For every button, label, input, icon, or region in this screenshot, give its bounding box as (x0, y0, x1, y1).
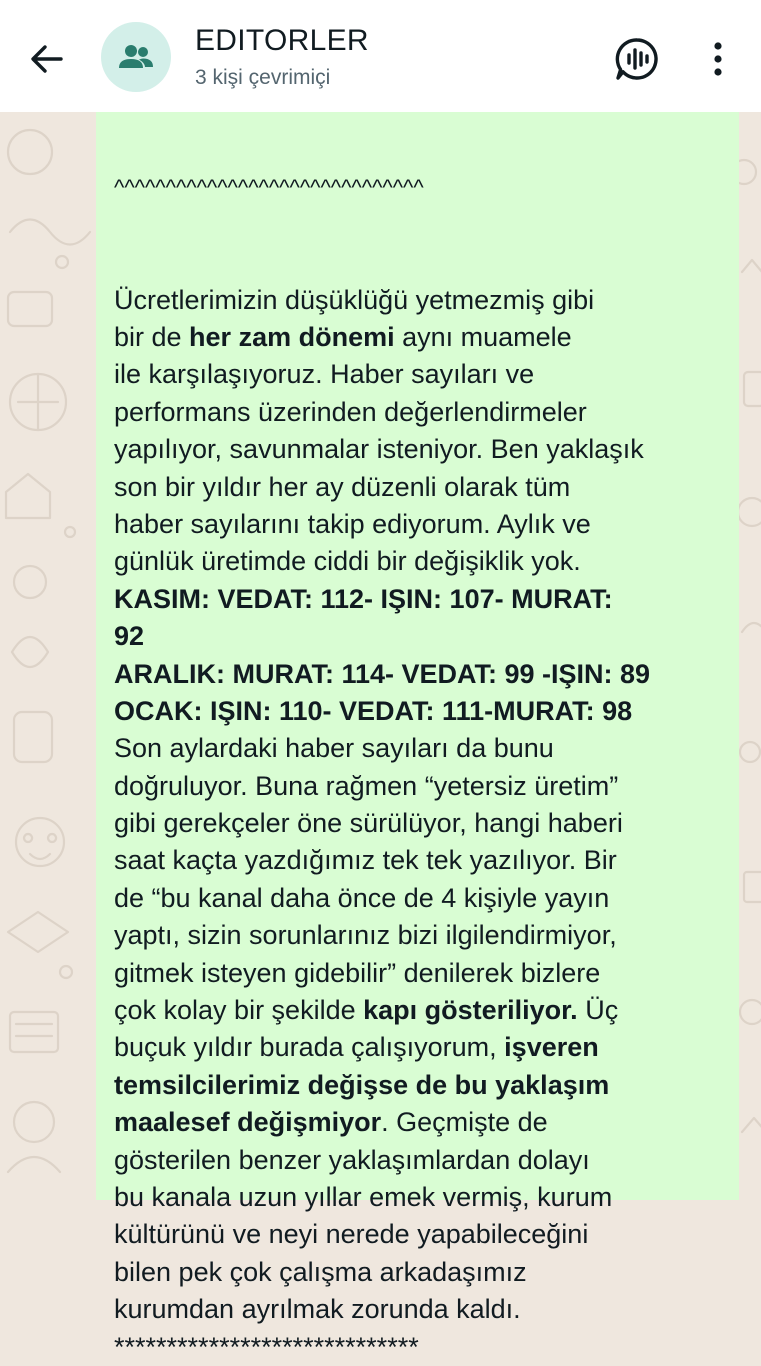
message-line (114, 394, 734, 431)
message-segment: yapılıyor, savunmalar isteniyor. Ben yaklaşık (114, 434, 644, 465)
message-line (114, 955, 734, 992)
message-segment: bilen pek çok çalışma arkadaşımız (114, 1256, 527, 1287)
message-segment: günlük üretimde ciddi bir değişiklik yok. (114, 546, 581, 577)
message-line (114, 917, 734, 954)
message-segment: bu kanala uzun yıllar emek vermiş, kurum (114, 1182, 613, 1212)
message-segment: ile karşılaşıyoruz. Haber sayıları ve (114, 359, 535, 390)
message-bold-segment: kapı gösteriliyor. (363, 995, 578, 1026)
message-segment: saat kaçta yazdığımız tek tek yazılıyor. Bir (114, 845, 617, 876)
message-bold-segment: işveren (504, 1032, 599, 1063)
message-segment: aynı muamele (394, 322, 572, 353)
message-line (114, 656, 734, 693)
message-line (114, 1216, 734, 1253)
message-line (114, 768, 734, 805)
group-avatar[interactable] (101, 22, 171, 92)
message-segment: Üç (577, 995, 619, 1026)
message-line (114, 1291, 734, 1328)
message-line (114, 1254, 734, 1291)
voice-chat-icon (614, 36, 660, 82)
message-line (114, 431, 734, 468)
message-segment: . Geçmişte de (381, 1107, 548, 1138)
message-line (114, 618, 734, 655)
back-button[interactable] (24, 36, 70, 82)
message-line (114, 693, 734, 730)
message-segment: doğruluyor. Buna rağmen “yetersiz üretim” (114, 770, 619, 801)
message-line (114, 880, 734, 917)
chat-header (0, 0, 761, 112)
message-line (114, 469, 734, 506)
message-segment: ***************************** (114, 1331, 419, 1362)
message-bold-segment: ARALIK: MURAT: 114- VEDAT: 99 -IŞIN: 89 (114, 658, 651, 689)
message-segment: Son aylardaki haber sayıları da bunu (114, 733, 554, 764)
message-segment: son bir yıldır her ay düzenli olarak tüm (114, 471, 571, 502)
message-line (114, 805, 734, 842)
message-segment: gitmek isteyen gidebilir” denilerek bizlere (114, 957, 601, 988)
message-segment: buçuk yıldır burada çalışıyorum, (114, 1032, 505, 1063)
message-line (114, 1142, 734, 1179)
message-line (114, 319, 734, 356)
message-line (114, 1329, 734, 1366)
message-bold-segment: OCAK: IŞIN: 110- VEDAT: 111-MURAT: 98 (114, 695, 633, 726)
message-segment: çok kolay bir şekilde (114, 995, 364, 1026)
message-bold-segment: her zam dönemi (189, 322, 395, 353)
message-bold-segment: temsilcilerimiz değişse de bu yaklaşım (114, 1069, 610, 1100)
arrow-left-icon (27, 39, 67, 79)
message-line (114, 992, 734, 1029)
message-line (114, 1067, 734, 1104)
message-segment: gibi gerekçeler öne sürülüyor, hangi haberi (114, 808, 623, 839)
message-line (114, 543, 734, 580)
message-line (114, 581, 734, 618)
message-segment: haber sayılarını takip ediyorum. Aylık ve (114, 508, 591, 539)
message-line (114, 1029, 734, 1066)
message-line (114, 842, 734, 879)
message-segment: gösterilen benzer yaklaşımlardan dolayı (114, 1144, 590, 1175)
message-line (114, 506, 734, 543)
online-status: 3 kişi çevrimiçi (195, 66, 331, 89)
message-segment: yaptı, sizin sorunlarınız bizi ilgilendirmiyor, (114, 920, 617, 951)
message-segment: de “bu kanal daha önce de 4 kişiyle yayın (114, 882, 610, 913)
message-bold-segment: maalesef değişmiyor (114, 1107, 382, 1138)
message-line (114, 356, 734, 393)
message-segment: Ücretlerimizin düşüklüğü yetmezmiş gibi (114, 284, 595, 315)
message-line (114, 1179, 734, 1216)
message-bold-segment: KASIM: VEDAT: 112- IŞIN: 107- MURAT: (114, 583, 613, 614)
message-line (114, 282, 734, 319)
chat-title[interactable]: EDITORLER (195, 24, 369, 57)
message-bold-segment: 92 (114, 621, 145, 652)
more-vertical-icon (712, 41, 724, 77)
message-segment: kurumdan ayrılmak zorunda kaldı. (114, 1294, 521, 1325)
group-icon (118, 43, 154, 71)
message-text (114, 112, 734, 1366)
message-line (114, 1104, 734, 1141)
message-bubble[interactable] (96, 112, 739, 1362)
message-segment: kültürünü ve neyi nerede yapabileceğini (114, 1219, 589, 1250)
message-segment: bir de (114, 322, 190, 353)
message-line (114, 730, 734, 767)
more-options-button[interactable] (702, 36, 734, 82)
message-top-separator: ^^^^^^^^^^^^^^^^^^^^^^^^^^^^^^ (114, 174, 424, 200)
voice-chat-button[interactable] (612, 34, 662, 84)
message-segment: performans üzerinden değerlendirmeler (114, 396, 587, 427)
